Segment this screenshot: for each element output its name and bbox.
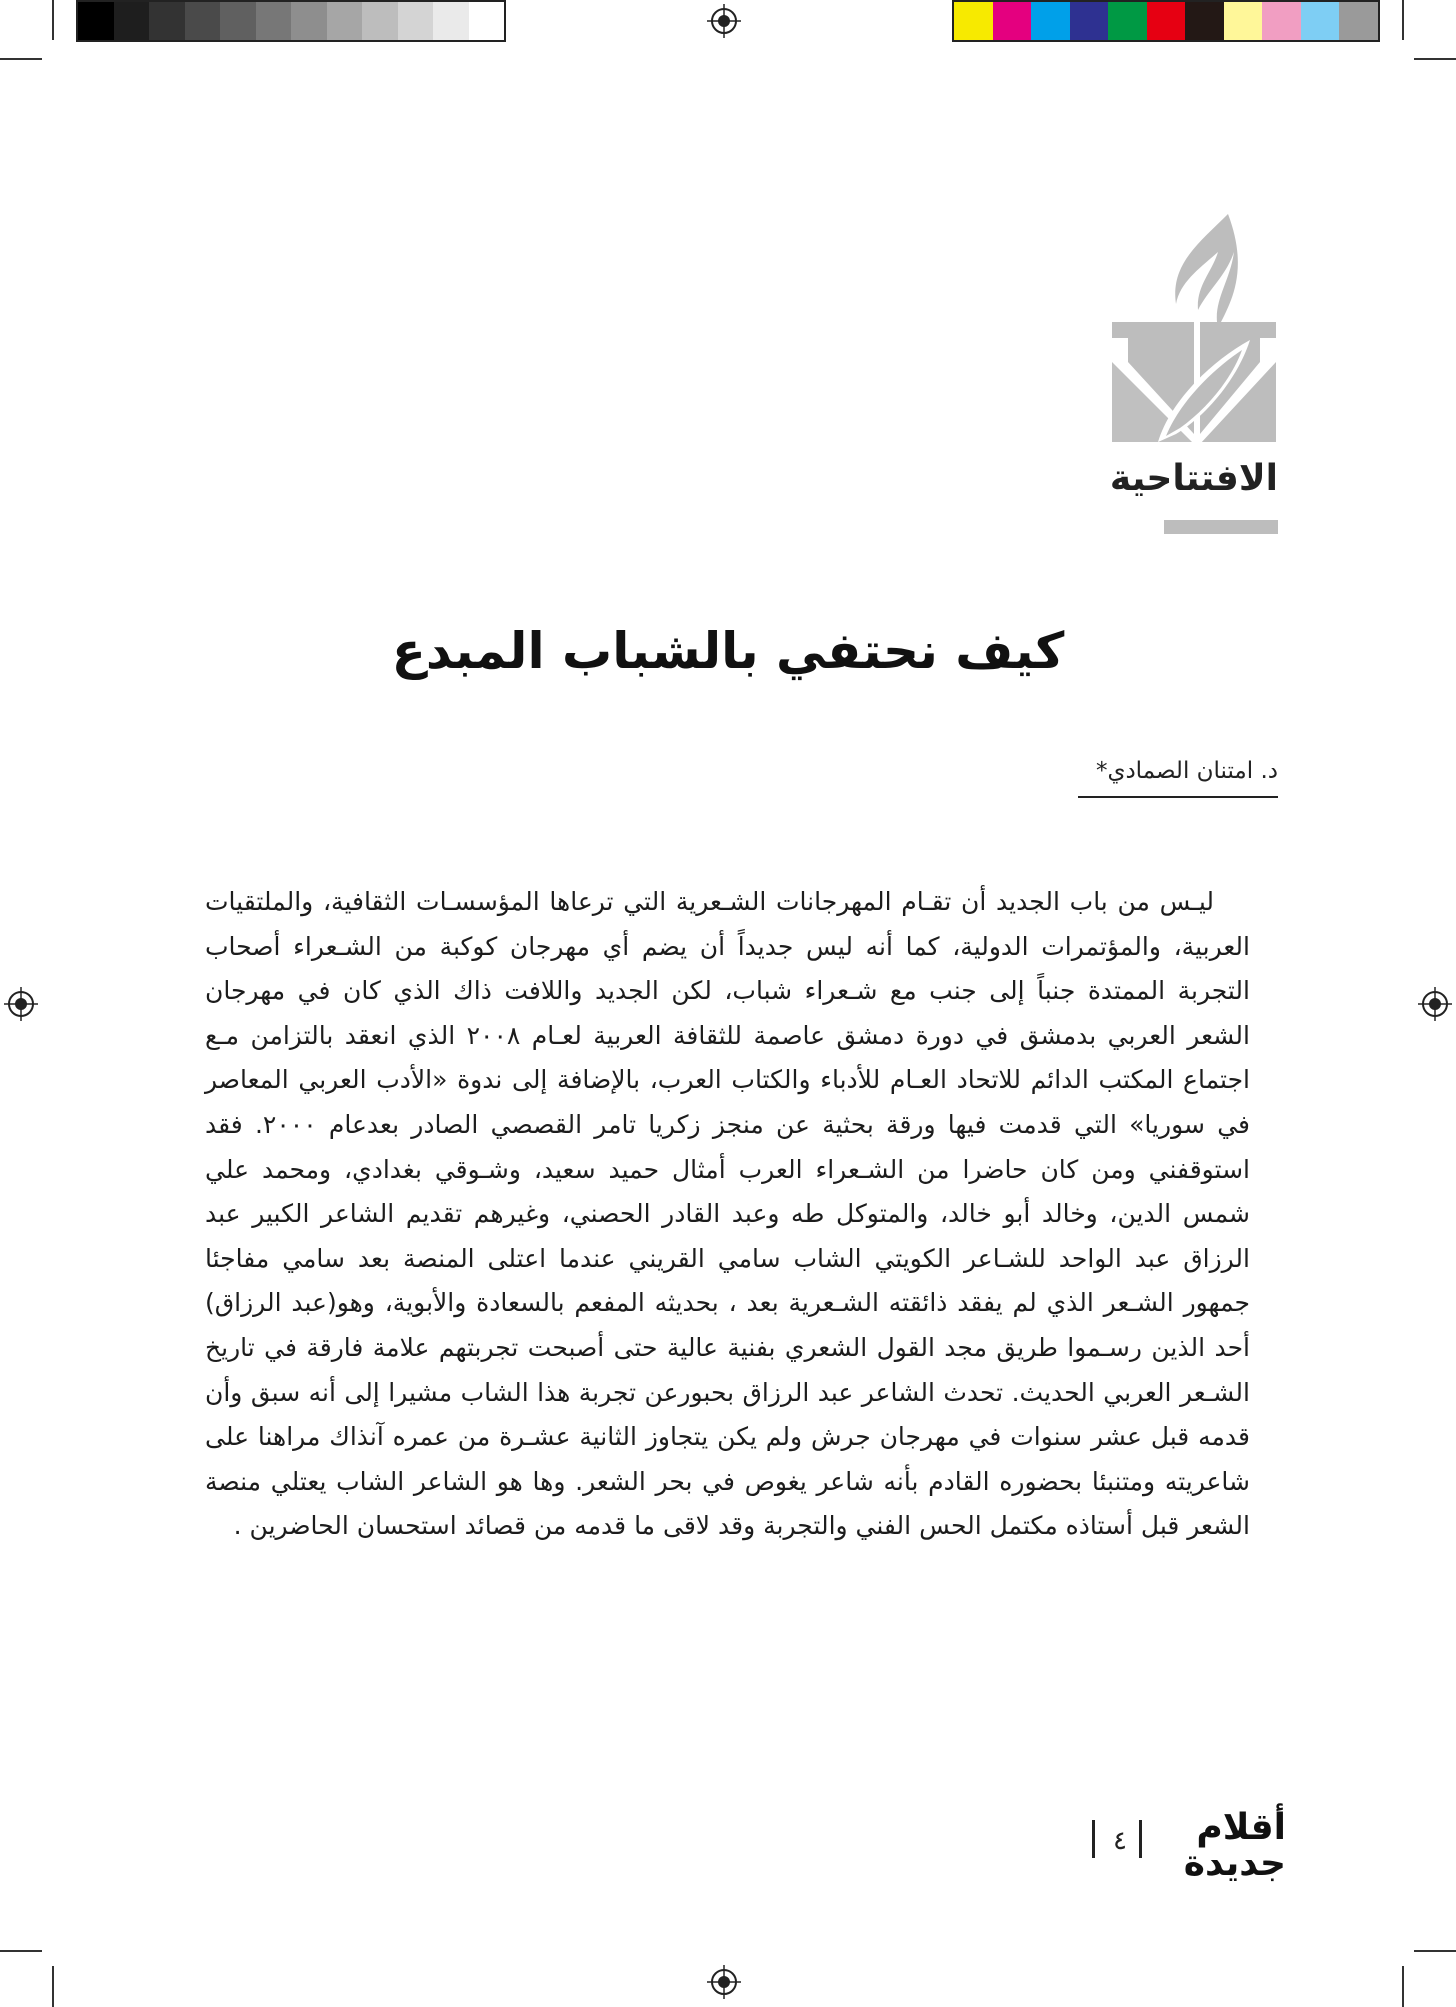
logo-line-2: جديدة — [1183, 1843, 1286, 1884]
gray-swatch — [291, 2, 327, 40]
color-swatch — [1339, 2, 1378, 40]
crop-mark — [0, 58, 42, 60]
gray-swatch — [469, 2, 505, 40]
article-body — [205, 880, 1250, 1549]
crop-mark — [52, 0, 54, 40]
registration-mark-top-icon — [707, 4, 741, 38]
gray-swatch — [327, 2, 363, 40]
section-divider — [1164, 520, 1278, 534]
crop-mark — [1414, 58, 1456, 60]
crop-mark — [0, 1950, 42, 1952]
color-swatch — [1070, 2, 1109, 40]
color-swatch — [993, 2, 1032, 40]
color-swatch — [1224, 2, 1263, 40]
magazine-logo — [1146, 1807, 1286, 1890]
footer-separator — [1092, 1820, 1095, 1858]
registration-mark-bottom-icon — [707, 1965, 741, 1999]
gray-swatch — [220, 2, 256, 40]
color-swatch — [1185, 2, 1224, 40]
color-calibration-bar — [952, 0, 1380, 42]
color-swatch — [1108, 2, 1147, 40]
author-byline: د. امتنان الصمادي* — [1095, 758, 1278, 784]
book-quill-emblem-icon — [1100, 212, 1288, 442]
crop-mark — [1402, 1966, 1404, 2007]
gray-swatch — [114, 2, 150, 40]
gray-swatch — [78, 2, 114, 40]
color-swatch — [1262, 2, 1301, 40]
gray-swatch — [149, 2, 185, 40]
gray-swatch — [398, 2, 434, 40]
author-underline — [1078, 796, 1278, 798]
color-swatch — [1147, 2, 1186, 40]
registration-mark-left-icon — [4, 987, 38, 1021]
gray-calibration-bar — [76, 0, 506, 42]
registration-mark-right-icon — [1418, 987, 1452, 1021]
gray-swatch — [185, 2, 221, 40]
crop-mark — [1414, 1950, 1456, 1952]
crop-mark — [52, 1966, 54, 2007]
color-swatch — [954, 2, 993, 40]
crop-mark — [1402, 0, 1404, 40]
section-label: الافتتاحية — [1109, 458, 1278, 499]
gray-swatch — [433, 2, 469, 40]
logo-line-1: أقلام — [1196, 1807, 1286, 1848]
page-number: ٤ — [1113, 1826, 1127, 1856]
color-swatch — [1301, 2, 1340, 40]
footer-separator — [1139, 1820, 1142, 1858]
gray-swatch — [362, 2, 398, 40]
color-swatch — [1031, 2, 1070, 40]
article-title: كيف نحتفي بالشباب المبدع — [391, 622, 1065, 680]
body-paragraph: ليـس من باب الجديد أن تقـام المهرجانات الشـعرية التي ترعاها المؤسسـات الثقافية، والملتقيات العربية، والمؤتمرات الدولية، كما أنه ليس جديداً أن يضم أي مهرجان كوكبة من الشـعراء أصحاب التجربة الممتدة جنباً إلى جنب مع شـعراء شباب، لكن الجديد واللافت ذاك الذي كان في مهرجان الشعر العربي بدمشق في دورة دمشق عاصمة للثقافة العربية لعـام ٢٠٠٨ الذي انعقد بالتزامن مـع اجتماع المكتب الدائم للاتحاد العـام للأدباء والكتاب العرب، بالإضافة إلى ندوة «الأدب العربي المعاصر في سوريا» التي قدمت فيها ورقة بحثية عن منجز زكريا تامر القصصي الصادر بعدعام ٢٠٠٠. فقد استوقفني ومن كان حاضرا من الشـعراء العرب أمثال حميد سعيد، وشـوقي بغدادي، ومحمد علي شمس الدين، وخالد أبو خالد، والمتوكل طه وعبد القادر الحصني، وغيرهم تقديم الشاعر الكبير عبد الرزاق عبد الواحد للشـاعر الكويتي الشاب سامي القريني عندما اعتلى المنصة بعد سامي مفاجئا جمهور الشـعر الذي لم يفقد ذائقته الشـعرية بعد ، بحديثه المفعم بالسعادة والأبوية، وهو(عبد الرزاق) أحد الذين رسـموا طريق مجد القول الشعري بفنية عالية حتى أصبحت تجربتهم علامة فارقة في تاريخ الشـعر العربي الحديث. تحدث الشاعر عبد الرزاق بحبورعن تجربة هذا الشاب مشيرا إلى أنه سبق وأن قدمه قبل عشر سنوات في مهرجان جرش ولم يكن يتجاوز الثانية عشـرة من عمره آنذاك مراهنا على شاعريته ومتنبئا بحضوره القادم بأنه شاعر يغوص في بحر الشعر. وها هو الشاعر الشاب يعتلي منصة الشعر قبل أستاذه مكتمل الحس الفني والتجربة وقد لاقى ما قدمه من قصائد استحسان الحاضرين . — [205, 887, 1250, 1541]
gray-swatch — [256, 2, 292, 40]
